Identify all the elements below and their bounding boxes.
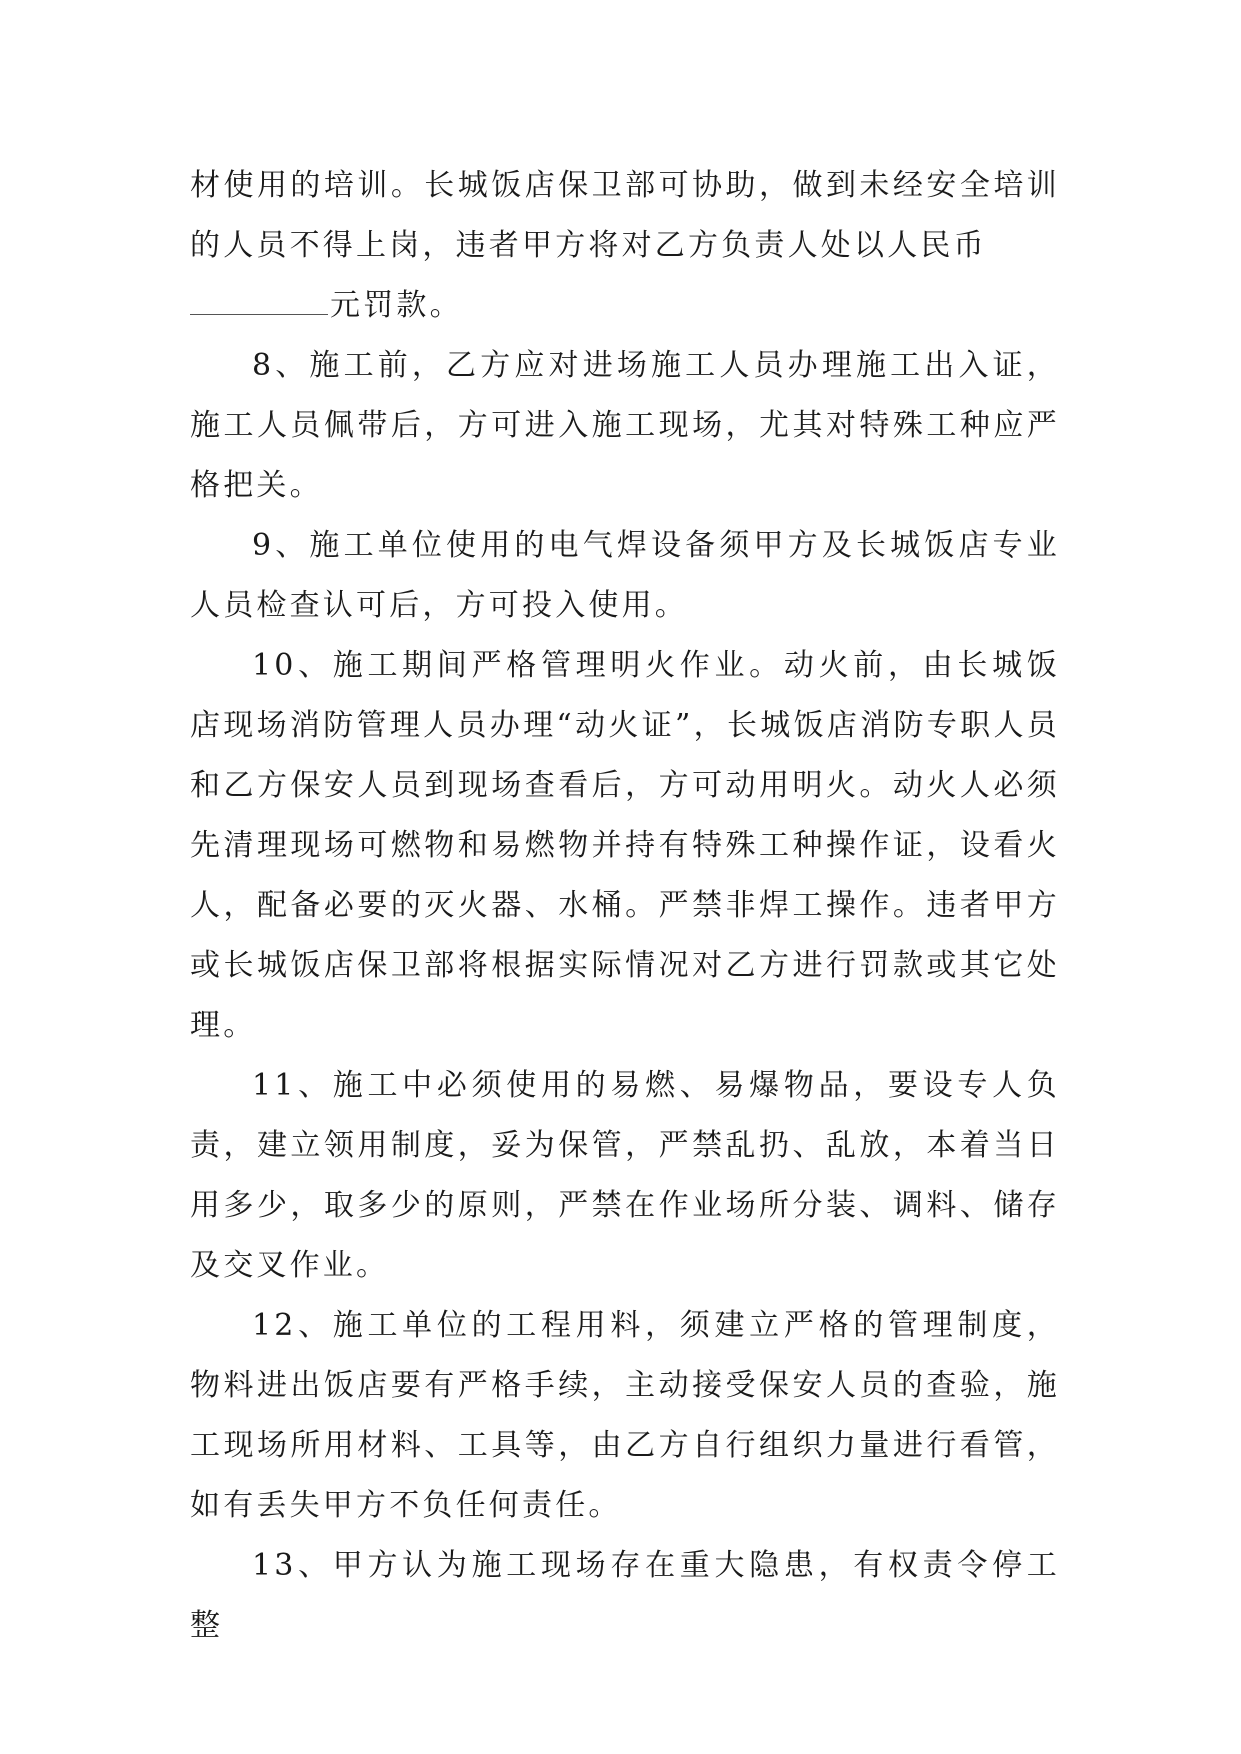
- paragraph-11: 11、施工中必须使用的易燃、易爆物品，要设专人负责，建立领用制度，妥为保管，严禁乱扔、乱放，本着当日用多少，取多少的原则，严禁在作业场所分装、调料、储存及交叉作业。: [190, 1068, 1060, 1283]
- paragraph-12: 12、施工单位的工程用料，须建立严格的管理制度，物料进出饭店要有严格手续，主动接受保安人员的查验，施工现场所用材料、工具等，由乙方自行组织力量进行看管，如有丢失甲方不负任何责任。: [190, 1308, 1060, 1523]
- document-body: [190, 156, 1060, 1656]
- paragraph-10: 10、施工期间严格管理明火作业。动火前，由长城饭店现场消防管理人员办理“动火证”，长城饭店消防专职人员和乙方保安人员到现场查看后，方可动用明火。动火人必须先清理现场可燃物和易燃物并持有特殊工种操作证，设看火人，配备必要的灭火器、水桶。严禁非焊工操作。违者甲方或长城饭店保卫部将根据实际情况对乙方进行罚款或其它处理。: [190, 648, 1060, 1043]
- paragraph-8: 8、施工前，乙方应对进场施工人员办理施工出入证，施工人员佩带后，方可进入施工现场，尤其对特殊工种应严格把关。: [190, 348, 1060, 503]
- paragraph-7-tail: 元罚款。: [330, 288, 463, 323]
- paragraph-13: 13、甲方认为施工现场存在重大隐患，有权责令停工整: [190, 1548, 1060, 1643]
- fine-amount-blank: [190, 292, 328, 315]
- paragraph-7-continuation: [190, 156, 1060, 336]
- paragraph-9: 9、施工单位使用的电气焊设备须甲方及长城饭店专业人员检查认可后，方可投入使用。: [190, 528, 1060, 623]
- paragraph-7-text: 材使用的培训。长城饭店保卫部可协助，做到未经安全培训的人员不得上岗，违者甲方将对乙方负责人处以人民币: [190, 168, 1060, 263]
